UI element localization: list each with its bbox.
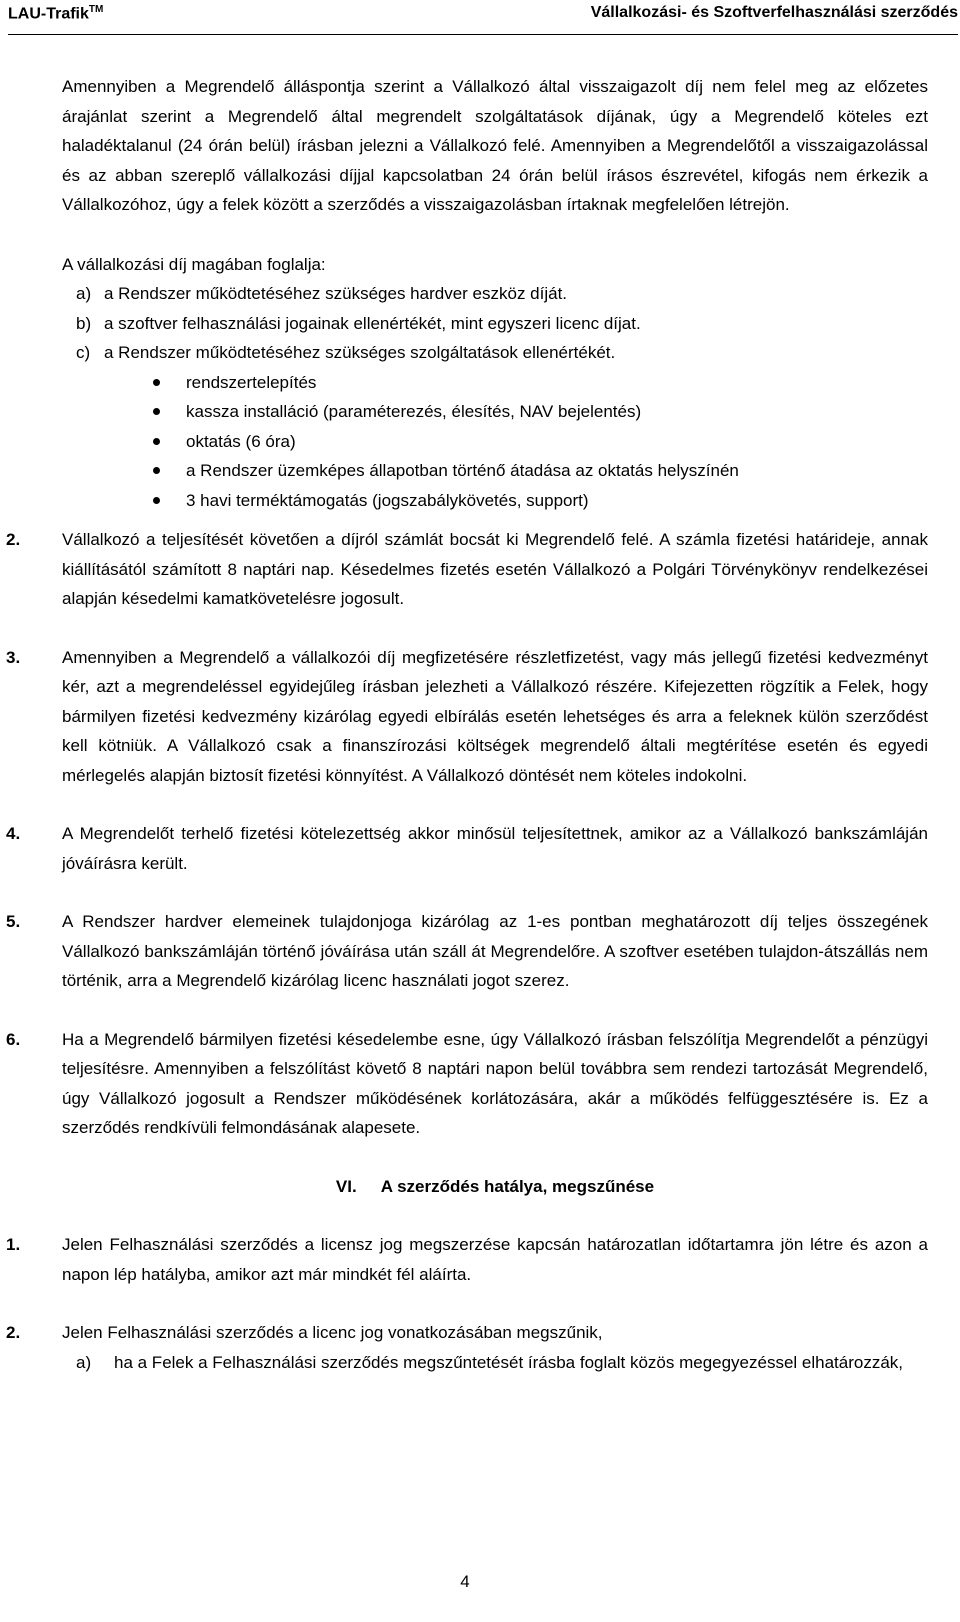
page-number: 4 [460, 1572, 470, 1591]
bullet-icon [153, 379, 160, 386]
header-left-title: LAU-Trafik™ [8, 4, 104, 23]
section-heading [62, 1172, 928, 1202]
numbered-clause: 5. A Rendszer hardver elemeinek tulajdonjoga kizárólag az 1-es pontban meghatározott díj teljes összegének Vállalkozó bankszámláján történő jóváírása után száll át Megrendelőre. A szoftver esetében tulajdon-átszállás nem történik, arra a Megrendelő kizárólag licenc használati jogot szerez. [6, 912, 928, 990]
numbered-clause: 4. A Megrendelőt terhelő fizetési kötelezettség akkor minősül teljesítettnek, amikor az a Vállalkozó bankszámláján jóváírásra került. [6, 824, 928, 873]
service-bullet: kassza installáció (paraméterezés, élesítés, NAV bejelentés) [62, 397, 928, 427]
service-bullet: rendszertelepítés [62, 368, 928, 398]
bullet-icon [153, 497, 160, 504]
fee-lead: A vállalkozási díj magában foglalja: [62, 254, 326, 274]
fee-item: b) a szoftver felhasználási jogainak ellenértékét, mint egyszeri licenc díjat. [76, 313, 641, 333]
intro-paragraph: Amennyiben a Megrendelő álláspontja szerint a Vállalkozó által visszaigazolt díj nem felel meg az előzetes árajánlat szerint a Megrendelő által megrendelt szolgáltatások díjának, úgy a Megrendelő köteles ezt haladéktalanul (24 órán belül) írásban jelezni a Vállalkozó felé. Amennyiben a Megrendelőtől a visszaigazolással és az abban szereplő vállalkozási díjjal kapcsolatban 24 órán belül írásos észrevétel, kifogás nem érkezik a Vállalkozóhoz, úgy a felek között a szerződés a visszaigazolásban írtaknak megfelelően létrejön. [62, 77, 928, 214]
termination-item: a) ha a Felek a Felhasználási szerződés megszűntetését írásba foglalt közös megegyezéssel elhatározzák, [76, 1352, 904, 1372]
section-title: A szerződés hatálya, megszűnése [380, 1176, 655, 1196]
numbered-clause: 6. Ha a Megrendelő bármilyen fizetési késedelembe esne, úgy Vállalkozó írásban felszólítja Megrendelőt a pénzügyi teljesítésre. Amennyiben a felszólítást követő 8 naptári napon belül továbbra sem rendezi tartozását Megrendelő, úgy Vállalkozó jogosult a Rendszer működésének korlátozására, akár a működés felfüggesztésére is. Ez a szerződés rendkívüli felmondásának alapesete. [6, 1029, 928, 1137]
header-right-title: Vállalkozási- és Szoftverfelhasználási szerződés [590, 4, 958, 21]
page-header [8, 4, 958, 35]
bullet-icon [153, 408, 160, 415]
section-clause: 2. Jelen Felhasználási szerződés a licenc jog vonatkozásában megszűnik, [6, 1323, 603, 1342]
section-roman: VI. [335, 1176, 357, 1196]
service-bullet-list [62, 368, 928, 516]
fee-item: c) a Rendszer működtetéséhez szükséges szolgáltatások ellenértékét. [76, 343, 616, 362]
numbered-clause: 3. Amennyiben a Megrendelő a vállalkozói díj megfizetésére részletfizetést, vagy más jellegű fizetési kedvezményt kér, azt a megrendeléssel egyidejűleg írásban jelezheti a Vállalkozó részére. Kifejezetten rögzítik a Felek, hogy bármilyen fizetési kedvezmény kizárólag egyedi elbírálás esetén lehetséges és arra a feleknek külön szerződést kell kötniük. A Vállalkozó csak a finanszírozási költségek megrendelő általi megtérítése esetén és egyedi mérlegelés alapján biztosít fizetési könnyítést. A Vállalkozó döntését nem köteles indokolni. [6, 647, 928, 785]
service-bullet: oktatás (6 óra) [62, 427, 928, 457]
numbered-clause: 2. Vállalkozó a teljesítését követően a díjról számlát bocsát ki Megrendelő felé. A számla fizetési határideje, annak kiállításától számított 8 naptári nap. Késedelmes fizetés esetén Vállalkozó a Polgári Törvénykönyv rendelkezései alapján késedelmi kamatkövetelésre jogosult. [6, 530, 928, 608]
document-body [6, 72, 928, 1377]
service-bullet: 3 havi terméktámogatás (jogszabálykövetés, support) [62, 486, 928, 516]
bullet-icon [153, 467, 160, 474]
fee-item: a) a Rendszer működtetéséhez szükséges hardver eszköz díját. [76, 284, 568, 303]
service-bullet: a Rendszer üzemképes állapotban történő átadása az oktatás helyszínén [62, 456, 928, 486]
section-clause: 1. Jelen Felhasználási szerződés a licensz jog megszerzése kapcsán határozatlan időtartamra jön létre és azon a napon lép hatályba, amikor azt már mindkét fél aláírta. [6, 1235, 928, 1284]
bullet-icon [153, 438, 160, 445]
trademark-sup: TM [88, 4, 104, 15]
